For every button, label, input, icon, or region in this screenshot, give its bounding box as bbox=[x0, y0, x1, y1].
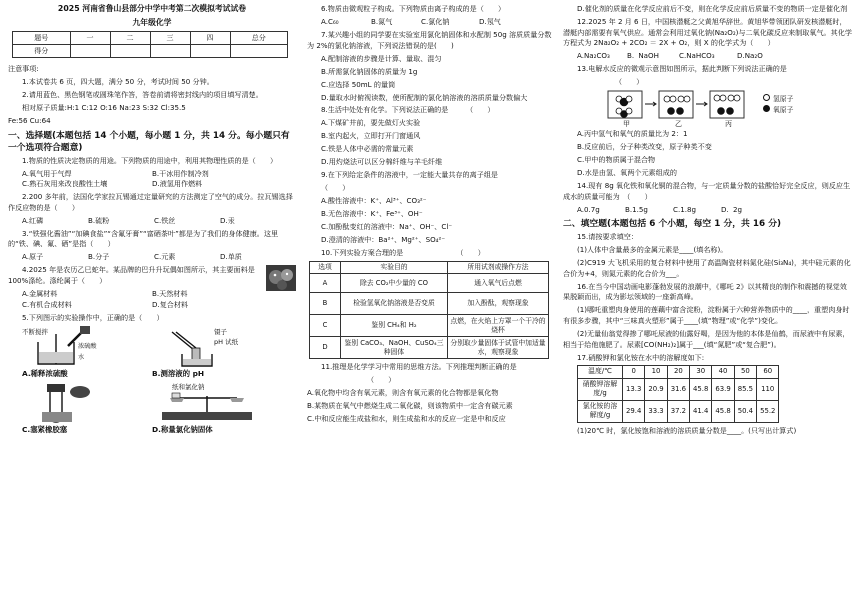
option[interactable]: D.量取水时俯视读数，使所配制的氯化钠溶液的溶质质量分数偏大 bbox=[321, 92, 528, 102]
table-cell: 点燃，在火焰上方罩一个干冷的烧杯 bbox=[448, 315, 549, 337]
option[interactable]: A.酸性溶液中：K⁺、Al³⁺、CO₃²⁻ bbox=[321, 196, 427, 206]
option[interactable]: D.液氢用作燃料 bbox=[152, 179, 203, 189]
question-16-2: (2)无量仙翁觉得掺了哪吒尿液的仙露好喝，是因为他的本体是仙鹤，而尿液中有尿素，相当于给他施肥了。尿素[CO(NH₂)₂]属于___(填“氮肥”或“复合肥”)。 bbox=[563, 328, 850, 349]
notes-heading: 注意事项: bbox=[8, 64, 39, 74]
table-cell: 通入氧气后点燃 bbox=[448, 274, 549, 293]
diagram-label-bing: 丙 bbox=[725, 120, 732, 129]
balance-drawing bbox=[152, 382, 262, 424]
option[interactable]: B.硫粉 bbox=[88, 215, 110, 225]
table-header-cell: 温度/℃ bbox=[578, 366, 623, 379]
oxygen-atom-icon bbox=[763, 105, 770, 112]
table-cell: 45.8 bbox=[690, 378, 712, 400]
question-9: 9.在下列给定条件的溶液中，一定能大量共存的离子组是 bbox=[321, 170, 499, 180]
option[interactable]: A.氧化物中均含有氧元素，则含有氧元素的化合物都是氧化物 bbox=[307, 388, 499, 398]
table-cell: 63.9 bbox=[712, 378, 734, 400]
question-2: 2.200 多年前，法国化学家拉瓦锡通过定量研究的方法测定了空气的成分。拉瓦锡选择作反应物的是（ ） bbox=[8, 192, 293, 212]
column-1 bbox=[8, 4, 296, 438]
table-cell: 鉴别 CH₄和 H₂ bbox=[341, 315, 448, 337]
column-2 bbox=[307, 4, 553, 427]
diagram-label-yi: 乙 bbox=[675, 120, 682, 129]
option[interactable]: B.无色溶液中：K⁺、Fe³⁺、OH⁻ bbox=[321, 209, 423, 219]
question-16-1: (1)哪吒重塑肉身使用的莲藕中富含淀粉，淀粉属于六种营养物质中的____，重塑肉身时有很多步骤，其中“三味真火塑形”属于____(填“物理”或“化学”)变化。 bbox=[563, 305, 850, 325]
table-cell: 110 bbox=[757, 378, 779, 400]
table-cell: D bbox=[310, 337, 341, 359]
question-1: 1.物质的性质决定物质的用途。下列物质的用途中，利用其物理性质的是（ ） bbox=[22, 155, 278, 165]
option[interactable]: A.原子 bbox=[22, 252, 44, 262]
option[interactable]: A.C₆₀ bbox=[321, 16, 339, 26]
option[interactable]: B.分子 bbox=[88, 252, 110, 262]
table-cell: 硝酸钾溶解度/g bbox=[578, 378, 623, 400]
table-header-cell: 20 bbox=[667, 366, 689, 379]
lab-c-caption: C.塞紧橡胶塞 bbox=[22, 424, 68, 434]
lab-option-d[interactable] bbox=[152, 382, 272, 436]
table-cell: 29.4 bbox=[623, 400, 645, 422]
question-13: 13.电解水反应的微观示意图如图所示，据此判断下列说法正确的是 bbox=[577, 64, 787, 74]
question-5: 5.下列图示的实验操作中，正确的是（ ） bbox=[22, 312, 164, 322]
option[interactable]: D.Na₂O bbox=[737, 51, 763, 61]
table-cell: 41.4 bbox=[690, 400, 712, 422]
hydrogen-atom-icon bbox=[763, 94, 770, 101]
question-4: 4.2025 年是农历乙巳蛇年。某品牌的巴升升玩偶如图所示，其主要面料是 100%涤纶。涤纶属于（ ） bbox=[8, 265, 255, 285]
lab-a-acid-label: 浓硫酸 bbox=[78, 342, 97, 350]
lab-b-caption: B.测溶液的 pH bbox=[152, 368, 205, 378]
table-row bbox=[310, 337, 549, 359]
section-1-heading: 一、选择题(本题包括 14 个小题，每小题 1 分，共 14 分。每小题只有一个选项符合题意) bbox=[8, 130, 290, 153]
option[interactable]: C.元素 bbox=[154, 252, 176, 262]
option[interactable]: C.铁是人体中必需的常量元素 bbox=[321, 144, 414, 154]
legend-hydrogen bbox=[763, 94, 793, 105]
stopper-drawing bbox=[22, 382, 132, 424]
table-cell: 除去 CO₂中少量的 CO bbox=[341, 274, 448, 293]
question-7: 7.某兴趣小组的同学要在实验室用氯化钠固体和水配制 50g 溶质质量分数为 2%的氯化钠溶液，下列说法错误的是( ) bbox=[307, 29, 552, 50]
option[interactable]: C.中和反应能生成盐和水，则生成盐和水的反应一定是中和反应 bbox=[307, 414, 506, 424]
option[interactable]: A.下煤矿井前，要先做灯火实验 bbox=[321, 118, 421, 128]
table-header-cell: 50 bbox=[734, 366, 756, 379]
score-row bbox=[13, 45, 288, 58]
score-table bbox=[12, 31, 288, 58]
option[interactable]: C.应选择 50mL 的量筒 bbox=[321, 79, 396, 89]
option[interactable]: B.干冰用作制冷剂 bbox=[152, 168, 209, 178]
option[interactable]: C.甲中的物质属于混合物 bbox=[577, 155, 656, 165]
option[interactable]: D.澄清的溶液中：Ba²⁺、Mg²⁺、SO₄²⁻ bbox=[321, 235, 446, 245]
option[interactable]: C.1.8g bbox=[673, 204, 696, 214]
option[interactable]: B.1.5g bbox=[625, 204, 648, 214]
table-row bbox=[578, 400, 779, 422]
score-header-row bbox=[13, 32, 288, 45]
score-header-cell: 总分 bbox=[230, 32, 288, 45]
option[interactable]: D.单质 bbox=[220, 252, 242, 262]
score-cell[interactable] bbox=[230, 45, 288, 58]
table-cell: 氯化铵的溶解度/g bbox=[578, 400, 623, 422]
table-header-cell: 60 bbox=[757, 366, 779, 379]
question-12: 12.2025 年 2 月 6 日，中国核潜艇之父黄旭华辞世。黄旭华带领团队研发核潜艇时，潜艇内部需要有氧气供应。通常会利用过氧化钠(Na₂O₂)与二氧化碳反应来制取氧气。其化学方程式为 2Na₂O₂ + 2CO₂ ＝ 2X + O₂，则 X 的化学式为（ ） bbox=[563, 16, 852, 48]
question-8: 8.生活中处处有化学。下列说法正确的是 （ ） bbox=[321, 105, 495, 115]
option[interactable]: C.有机合成材料 bbox=[22, 299, 72, 309]
option[interactable]: B.氮气 bbox=[371, 16, 393, 26]
table-cell: A bbox=[310, 274, 341, 293]
table-cell: 鉴别 CaCO₃、NaOH、CuSO₄三种固体 bbox=[341, 337, 448, 359]
legend-oxygen bbox=[763, 105, 793, 116]
table-cell: 55.2 bbox=[757, 400, 779, 422]
score-cell[interactable] bbox=[110, 45, 150, 58]
option[interactable]: C.熟石灰用来改良酸性土壤 bbox=[22, 179, 108, 189]
legend-hydrogen-label: 氢原子 bbox=[773, 95, 794, 104]
lab-a-caption: A.稀释浓硫酸 bbox=[22, 368, 68, 378]
experiment-table bbox=[309, 261, 549, 359]
option[interactable]: A.金属材料 bbox=[22, 288, 58, 298]
lab-d-top-label: 纸和氯化钠 bbox=[172, 382, 205, 391]
option[interactable]: D.复合材料 bbox=[152, 299, 189, 309]
exam-title: 2025 河南省鲁山县部分中学中考第二次模拟考试试卷 bbox=[57, 4, 247, 13]
option[interactable]: B.所需氯化钠固体的质量为 1g bbox=[321, 66, 418, 76]
note-item: 2.请用蓝色、黑色钢笔或圆珠笔作答，答卷前请将密封线内的项目填写清楚。 bbox=[22, 90, 263, 100]
score-header-cell: 四 bbox=[190, 32, 230, 45]
option[interactable]: B.室内起火，立即打开门窗通风 bbox=[321, 131, 421, 141]
option[interactable]: A.红磷 bbox=[22, 215, 44, 225]
option[interactable]: D.用灼烧法可以区分棉纤维与羊毛纤维 bbox=[321, 157, 443, 167]
table-row bbox=[578, 378, 779, 400]
ph-test-drawing bbox=[152, 326, 262, 368]
question-11-paren: （ ） bbox=[367, 375, 396, 385]
lab-a-water-label: 水 bbox=[78, 353, 85, 361]
lab-b-tweezers-label: 镊子 bbox=[214, 327, 227, 336]
score-cell[interactable] bbox=[150, 45, 190, 58]
dilute-acid-drawing bbox=[22, 326, 132, 368]
note-item: 1.本试卷共 6 页，四大题，满分 50 分，考试时间 50 分钟。 bbox=[22, 77, 214, 87]
electrolysis-diagram bbox=[607, 90, 757, 120]
question-15-2: (2)C919 大飞机采用的复合材料中使用了高温陶瓷材料氮化硅(Si₃N₄)，其中硅元素的化合价为+4，则氮元素的化合价为___。 bbox=[563, 258, 851, 278]
lab-option-b[interactable] bbox=[152, 326, 272, 380]
option[interactable]: A.丙中氢气和氧气的质量比为 2：1 bbox=[577, 129, 688, 139]
table-header-cell: 所用试剂或操作方法 bbox=[448, 262, 549, 274]
lab-option-c[interactable] bbox=[22, 382, 142, 436]
table-cell: C bbox=[310, 315, 341, 337]
option[interactable]: D.催化剂的质量在化学反应前后不变，则在化学反应前后质量不变的物质一定是催化剂 bbox=[577, 4, 848, 13]
table-cell: 检验氢氧化钠溶液是否变质 bbox=[341, 293, 448, 315]
option[interactable]: A.氧气用于气焊 bbox=[22, 168, 72, 178]
table-cell: 20.9 bbox=[645, 378, 667, 400]
table-header-cell: 0 bbox=[623, 366, 645, 379]
table-row bbox=[310, 315, 549, 337]
option[interactable]: B. NaOH bbox=[627, 51, 659, 61]
score-header-cell: 二 bbox=[110, 32, 150, 45]
option[interactable]: B.某物质在氧气中燃烧生成二氧化碳，则该物质中一定含有碳元素 bbox=[307, 401, 513, 411]
table-cell: 13.3 bbox=[623, 378, 645, 400]
lab-a-top-label: 不断搅拌 bbox=[22, 327, 48, 336]
question-17: 17.硝酸钾和氯化铵在水中的溶解度如下: bbox=[577, 352, 705, 362]
exam-subject: 九年级化学 bbox=[132, 17, 172, 27]
solubility-table bbox=[577, 365, 779, 423]
table-header-row bbox=[578, 366, 779, 379]
table-cell: 加入酚酞，观察现象 bbox=[448, 293, 549, 315]
score-cell[interactable] bbox=[190, 45, 230, 58]
table-header-cell: 实验目的 bbox=[341, 262, 448, 274]
option[interactable]: D.水是由氢、氧两个元素组成的 bbox=[577, 168, 677, 178]
table-row bbox=[310, 274, 549, 293]
legend-oxygen-label: 氧原子 bbox=[773, 106, 794, 115]
option[interactable]: B.天然材料 bbox=[152, 288, 188, 298]
question-10: 10.下列实验方案合理的是 （ ） bbox=[321, 248, 485, 258]
table-cell: 33.3 bbox=[645, 400, 667, 422]
score-header-cell: 一 bbox=[70, 32, 110, 45]
option[interactable]: C.氯化钠 bbox=[421, 16, 450, 26]
question-17-1: (1)20℃ 时，氯化铵饱和溶液的溶质质量分数是____。(只写出计算式) bbox=[577, 425, 797, 435]
table-cell: 50.4 bbox=[734, 400, 756, 422]
table-cell: B bbox=[310, 293, 341, 315]
question-15: 15.请按要求填空： bbox=[577, 232, 638, 242]
option[interactable]: C.加酚酞变红的溶液中：Na⁺、OH⁻、Cl⁻ bbox=[321, 222, 453, 232]
score-cell[interactable] bbox=[70, 45, 110, 58]
table-header-cell: 30 bbox=[690, 366, 712, 379]
table-cell: 31.6 bbox=[667, 378, 689, 400]
table-cell: 37.2 bbox=[667, 400, 689, 422]
table-header-cell: 选项 bbox=[310, 262, 341, 274]
option[interactable]: C.NaHCO₃ bbox=[679, 51, 715, 61]
option[interactable]: D.汞 bbox=[220, 215, 235, 225]
option[interactable]: D. 2g bbox=[721, 204, 742, 214]
column-3 bbox=[563, 4, 852, 439]
table-header-cell: 10 bbox=[645, 366, 667, 379]
question-3: 3.“铁强化酱油”“加碘食盐”“含氟牙膏”“富硒茶叶”都是为了我们的身体健康。这里的“铁、碘、氟、硒”是指（ ） bbox=[8, 228, 279, 249]
diagram-label-jia: 甲 bbox=[623, 120, 630, 129]
lab-option-a[interactable] bbox=[22, 326, 142, 380]
option[interactable]: A.Na₂CO₃ bbox=[577, 51, 610, 61]
option[interactable]: A.0.7g bbox=[577, 204, 600, 214]
atomic-masses: 相对原子质量:H:1 C:12 O:16 Na:23 S:32 Cl:35.5 bbox=[22, 103, 186, 113]
question-13-paren: （ ） bbox=[615, 77, 644, 87]
option[interactable]: D.氖气 bbox=[479, 16, 501, 26]
section-2-heading: 二、填空题(本题包括 6 个小题，每空 1 分，共 16 分) bbox=[563, 219, 782, 230]
question-16: 16.在当今中国动画电影蓬勃发展的浪潮中，《哪吒 2》以其精良的制作和震撼的视觉效果脱颖而出，成为影坛领域的一座新高峰。 bbox=[563, 281, 847, 302]
score-header-cell: 题号 bbox=[13, 32, 71, 45]
option[interactable]: B.反应前后，分子种类改变，原子种类不变 bbox=[577, 142, 712, 152]
question-14: 14.现有 8g 氧化铁和氧化铜的混合物，与一定质量分数的盐酸恰好完全反应，则反应生成水的质量可能为 （ ） bbox=[563, 181, 851, 201]
score-header-cell: 三 bbox=[150, 32, 190, 45]
table-header-row bbox=[310, 262, 549, 274]
question-11: 11.推理是化学学习中常用的思维方法。下列推理判断正确的是 bbox=[321, 362, 517, 372]
question-9-paren: （ ） bbox=[321, 183, 350, 193]
lab-d-caption: D.称量氯化钠固体 bbox=[152, 424, 213, 434]
lab-b-paper-label: pH 试纸 bbox=[214, 337, 239, 346]
table-cell: 85.5 bbox=[734, 378, 756, 400]
doll-photo bbox=[266, 265, 296, 291]
table-cell: 45.8 bbox=[712, 400, 734, 422]
table-header-cell: 40 bbox=[712, 366, 734, 379]
question-15-1: (1)人体中含量最多的金属元素是____(填名称)。 bbox=[577, 245, 728, 255]
score-row-label: 得分 bbox=[13, 45, 71, 58]
option[interactable]: C.铁丝 bbox=[154, 215, 176, 225]
option[interactable]: A.配制溶液的步骤是计算、量取、混匀 bbox=[321, 53, 442, 63]
atomic-masses-cont: Fe:56 Cu:64 bbox=[8, 116, 51, 126]
question-6: 6.物质由微观粒子构成。下列物质由离子构成的是（ ） bbox=[321, 4, 506, 13]
table-row bbox=[310, 293, 549, 315]
table-cell: 分别取少量固体于试管中加适量水，观察现象 bbox=[448, 337, 549, 359]
